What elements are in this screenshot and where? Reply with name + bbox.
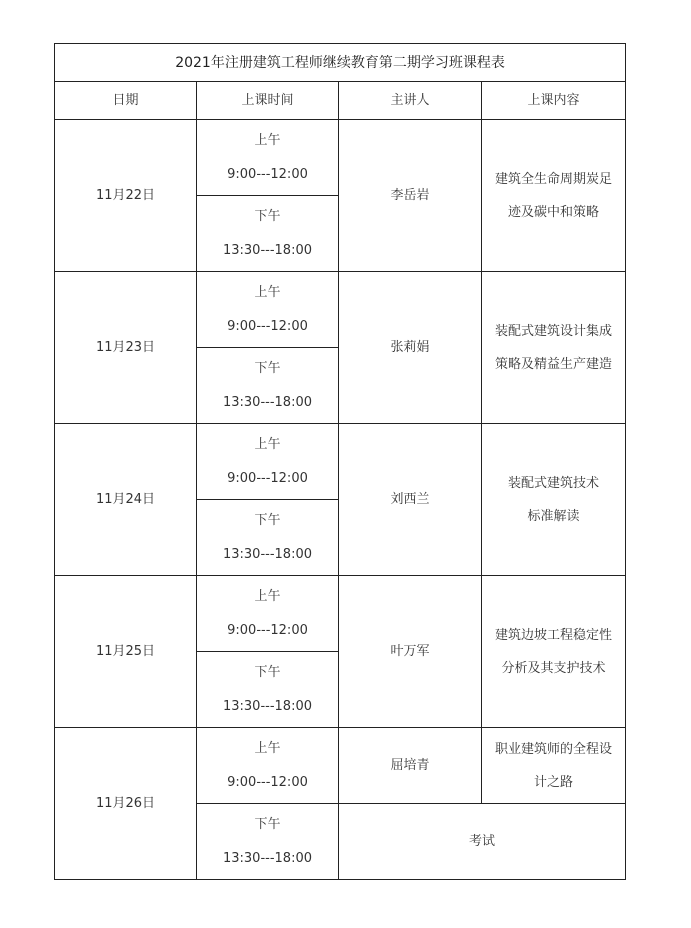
table-row [55, 272, 626, 348]
session-time: 9:00---12:00 [227, 775, 308, 790]
header-lecturer: 主讲人 [339, 82, 482, 120]
session-label: 下午 [254, 817, 281, 832]
content-cell [482, 120, 626, 272]
time-cell-am [197, 272, 339, 348]
table-row [55, 728, 626, 804]
session-label: 上午 [254, 741, 281, 756]
content-text: 装配式建筑设计集成策略及精益生产建造 [494, 323, 612, 372]
session-time: 9:00---12:00 [227, 471, 308, 486]
table-title: 2021年注册建筑工程师继续教育第二期学习班课程表 [55, 44, 626, 82]
session-label: 下午 [254, 665, 281, 680]
session-time: 13:30---18:00 [222, 699, 312, 714]
session-label: 下午 [254, 361, 281, 376]
session-label: 下午 [254, 209, 281, 224]
lecturer-cell: 李岳岩 [339, 120, 482, 272]
lecturer-cell: 张莉娟 [339, 272, 482, 424]
session-label: 上午 [254, 133, 281, 148]
session-time: 13:30---18:00 [222, 851, 312, 866]
time-cell-am [197, 424, 339, 500]
time-cell-pm [197, 652, 339, 728]
session-label: 上午 [254, 589, 281, 604]
content-text: 建筑全生命周期炭足迹及碳中和策略 [494, 171, 612, 220]
content-cell [482, 576, 626, 728]
content-text: 职业建筑师的全程设计之路 [494, 741, 612, 790]
time-cell-pm [197, 196, 339, 272]
time-cell-pm [197, 348, 339, 424]
course-schedule-table [54, 43, 626, 880]
session-label: 下午 [254, 513, 281, 528]
content-cell [482, 272, 626, 424]
lecturer-cell: 屈培青 [339, 728, 482, 804]
session-time: 9:00---12:00 [227, 167, 308, 182]
exam-cell: 考试 [339, 804, 626, 880]
session-time: 9:00---12:00 [227, 623, 308, 638]
time-cell-am [197, 120, 339, 196]
session-label: 上午 [254, 285, 281, 300]
session-label: 上午 [254, 437, 281, 452]
date-cell: 11月23日 [55, 272, 197, 424]
table-row [55, 120, 626, 196]
time-cell-pm [197, 804, 339, 880]
time-cell-pm [197, 500, 339, 576]
title-row [55, 44, 626, 82]
header-content: 上课内容 [482, 82, 626, 120]
session-time: 13:30---18:00 [222, 395, 312, 410]
table-row [55, 576, 626, 652]
session-time: 13:30---18:00 [222, 243, 312, 258]
content-cell [482, 728, 626, 804]
lecturer-cell: 刘西兰 [339, 424, 482, 576]
session-time: 13:30---18:00 [222, 547, 312, 562]
session-time: 9:00---12:00 [227, 319, 308, 334]
date-cell: 11月25日 [55, 576, 197, 728]
content-text: 装配式建筑技术标准解读 [507, 475, 599, 524]
lecturer-cell: 叶万军 [339, 576, 482, 728]
time-cell-am [197, 576, 339, 652]
date-cell: 11月22日 [55, 120, 197, 272]
header-time: 上课时间 [197, 82, 339, 120]
time-cell-am [197, 728, 339, 804]
content-text: 建筑边坡工程稳定性分析及其支护技术 [494, 627, 612, 676]
date-cell: 11月24日 [55, 424, 197, 576]
table-row [55, 424, 626, 500]
header-row [55, 82, 626, 120]
date-cell: 11月26日 [55, 728, 197, 880]
content-cell [482, 424, 626, 576]
header-date: 日期 [55, 82, 197, 120]
